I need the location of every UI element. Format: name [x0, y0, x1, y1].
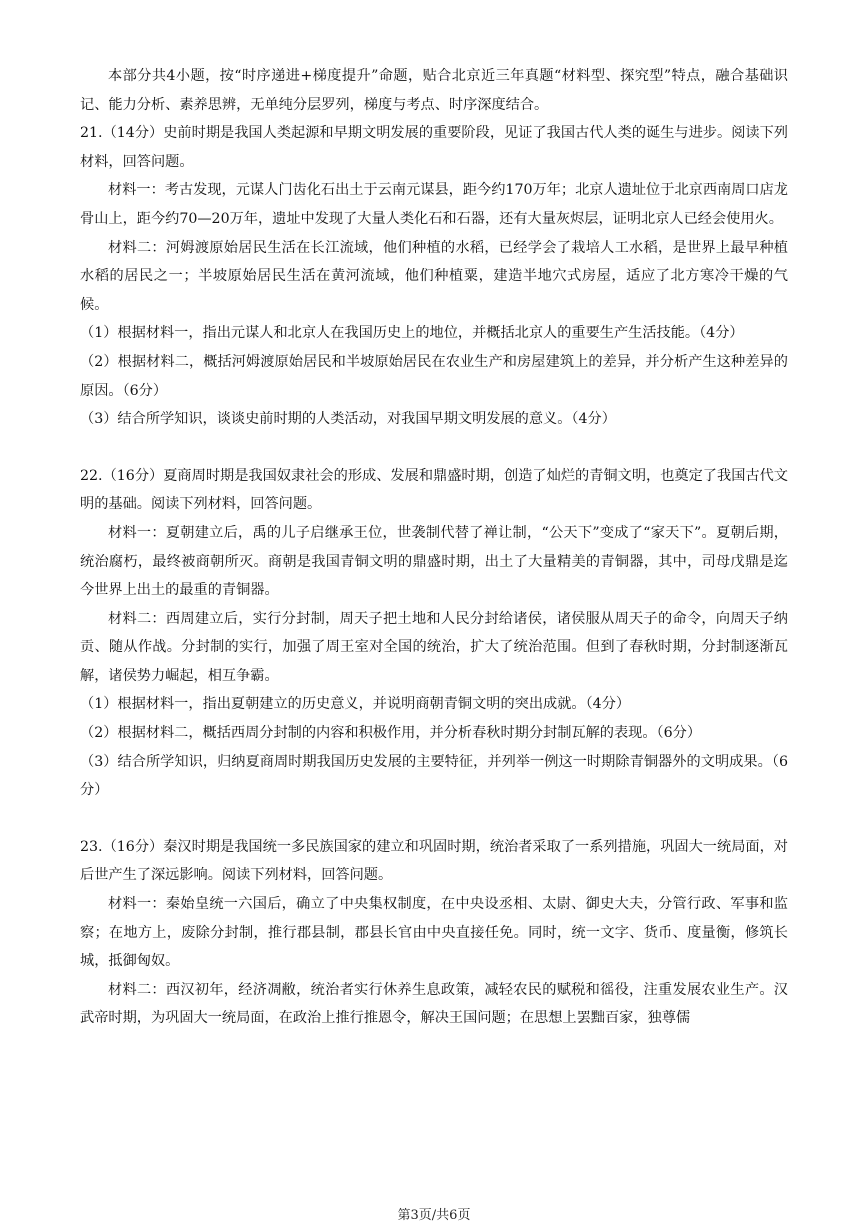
question-23-stem: 23.（16分）秦汉时期是我国统一多民族国家的建立和巩固时期，统治者采取了一系列措施，巩固大一统局面，对后世产生了深远影响。阅读下列材料，回答问题。	[80, 838, 788, 884]
section-intro: 本部分共4小题，按“时序递进+梯度提升”命题，贴合北京近三年真题“材料型、探究型”特点，融合基础识记、能力分析、素养思辨，无单纯分层罗列，梯度与考点、时序深度结合。	[80, 68, 788, 113]
question-21-sub-1: （1）根据材料一，指出元谋人和北京人在我国历史上的地位，并概括北京人的重要生产生活技能。（4分）	[80, 325, 744, 342]
question-21-stem: 21.（14分）史前时期是我国人类起源和早期文明发展的重要阶段，见证了我国古代人类的诞生与进步。阅读下列材料，回答问题。	[80, 125, 788, 170]
question-22-material-1: 材料一：夏朝建立后，禹的儿子启继承王位，世袭制代替了禅让制，“公天下”变成了“家天下”。夏朝后期，统治腐朽，最终被商朝所灭。商朝是我国青铜文明的鼎盛时期，出土了大量精美的青铜器，其中，司母戊鼎是迄今世界上出土的最重的青铜器。	[80, 524, 788, 599]
question-spacer	[80, 434, 788, 462]
question-21-material-1: 材料一：考古发现，元谋人门齿化石出土于云南元谋县，距今约170万年；北京人遗址位于北京西南周口店龙骨山上，距今约70—20万年，遗址中发现了大量人类化石和石器，还有大量灰烬层，证明北京人已经会使用火。	[80, 182, 788, 227]
page-number: 第3页/共6页	[397, 1208, 471, 1223]
question-21-material-2: 材料二：河姆渡原始居民生活在长江流域，他们种植的水稻，已经学会了栽培人工水稻，是世界上最早种植水稻的居民之一；半坡原始居民生活在黄河流域，他们种植粟，建造半地穴式房屋，适应了北方寒冷干燥的气候。	[80, 239, 788, 313]
question-21-sub-2: （2）根据材料二，概括河姆渡原始居民和半坡原始居民在农业生产和房屋建筑上的差异，并分析产生这种差异的原因。（6分）	[80, 353, 788, 399]
question-22-sub-3: （3）结合所学知识，归纳夏商周时期我国历史发展的主要特征，并列举一例这一时期除青铜器外的文明成果。（6分）	[80, 753, 788, 799]
question-22-sub-2: （2）根据材料二，概括西周分封制的内容和积极作用，并分析春秋时期分封制瓦解的表现。（6分）	[80, 725, 702, 742]
question-23-material-1: 材料一：秦始皇统一六国后，确立了中央集权制度，在中央设丞相、太尉、御史大夫，分管行政、军事和监察；在地方上，废除分封制，推行郡县制，郡县长官由中央直接任免。同时，统一文字、货币、度量衡，修筑长城，抵御匈奴。	[80, 896, 788, 970]
page-content	[80, 62, 788, 1033]
question-23-material-2: 材料二：西汉初年，经济凋敝，统治者实行休养生息政策，减轻农民的赋税和徭役，注重发展农业生产。汉武帝时期，为巩固大一统局面，在政治上推行推恩令，解决王国问题；在思想上罢黜百家，独尊儒	[80, 981, 788, 1027]
question-22-sub-1: （1）根据材料一，指出夏朝建立的历史意义，并说明商朝青铜文明的突出成就。（4分）	[80, 696, 631, 713]
question-22-material-2: 材料二：西周建立后，实行分封制，周天子把土地和人民分封给诸侯，诸侯服从周天子的命令，向周天子纳贡、随从作战。分封制的实行，加强了周王室对全国的统治，扩大了统治范围。但到了春秋时期，分封制逐渐瓦解，诸侯势力崛起，相互争霸。	[80, 610, 788, 684]
question-spacer	[80, 805, 788, 833]
question-21-sub-3: （3）结合所学知识，谈谈史前时期的人类活动，对我国早期文明发展的意义。（4分）	[80, 411, 616, 428]
question-22-stem: 22.（16分）夏商周时期是我国奴隶社会的形成、发展和鼎盛时期，创造了灿烂的青铜文明，也奠定了我国古代文明的基础。阅读下列材料，回答问题。	[80, 467, 788, 513]
